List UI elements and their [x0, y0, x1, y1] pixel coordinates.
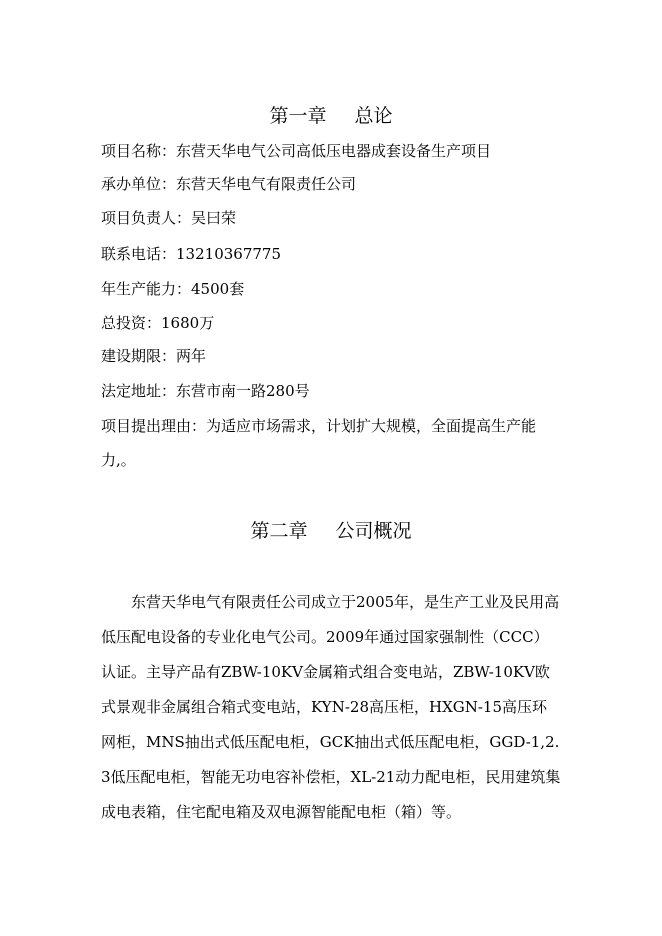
field-value: 为适应市场需求，计划扩大规模，全面提高生产能力,。: [101, 417, 537, 469]
field-label: 项目名称：: [101, 142, 177, 160]
field-label: 项目提出理由：: [101, 417, 207, 435]
field-label: 法定地址：: [101, 382, 177, 400]
field-value: 两年: [176, 347, 207, 365]
investment-line: [101, 313, 561, 333]
chapter-1-title: [0, 104, 662, 128]
chapter-2-number: 第二章: [250, 520, 308, 542]
project-leader-line: [101, 208, 561, 228]
field-value: 4500套: [191, 280, 245, 298]
project-reason-line: [101, 409, 553, 477]
field-value: 吴曰荣: [191, 209, 237, 227]
chapter-2-heading: 公司概况: [335, 520, 412, 542]
field-value: 东营天华电气有限责任公司: [176, 175, 357, 193]
chapter-1-number: 第一章: [269, 105, 327, 127]
field-label: 项目负责人：: [101, 209, 192, 227]
capacity-line: [101, 279, 561, 299]
company-overview-paragraph: 东营天华电气有限责任公司成立于2005年，是生产工业及民用高低压配电设备的专业化电气公司。2009年通过国家强制性（CCC）认证。主导产品有ZBW-10KV金属箱式组合变电站，ZBW-10KV欧式景观非金属组合箱式变电站，KYN-28高压柜，HXGN-15高压环网柜，MNS抽出式低压配电柜，GCK抽出式低压配电柜，GGD-1,2.3低压配电柜，智能无功电容补偿柜，XL-21动力配电柜，民用建筑集成电表箱，住宅配电箱及双电源智能配电柜（箱）等。: [101, 593, 561, 821]
field-label: 建设期限：: [101, 347, 177, 365]
field-label: 承办单位：: [101, 175, 177, 193]
field-label: 总投资：: [101, 314, 162, 332]
field-value: 东营天华电气公司高低压电器成套设备生产项目: [176, 142, 492, 160]
chapter-1-heading: 总论: [354, 105, 393, 127]
project-name-line: [101, 141, 561, 161]
field-value: 13210367775: [176, 245, 281, 263]
chapter-2-title: [0, 519, 662, 543]
field-label: 年生产能力：: [101, 280, 192, 298]
field-value: 东营市南一路280号: [176, 382, 310, 400]
organizer-line: [101, 174, 561, 194]
phone-line: [101, 244, 561, 264]
address-line: [101, 381, 561, 401]
field-label: 联系电话：: [101, 245, 177, 263]
field-value: 1680万: [161, 314, 215, 332]
construction-period-line: [101, 346, 561, 366]
